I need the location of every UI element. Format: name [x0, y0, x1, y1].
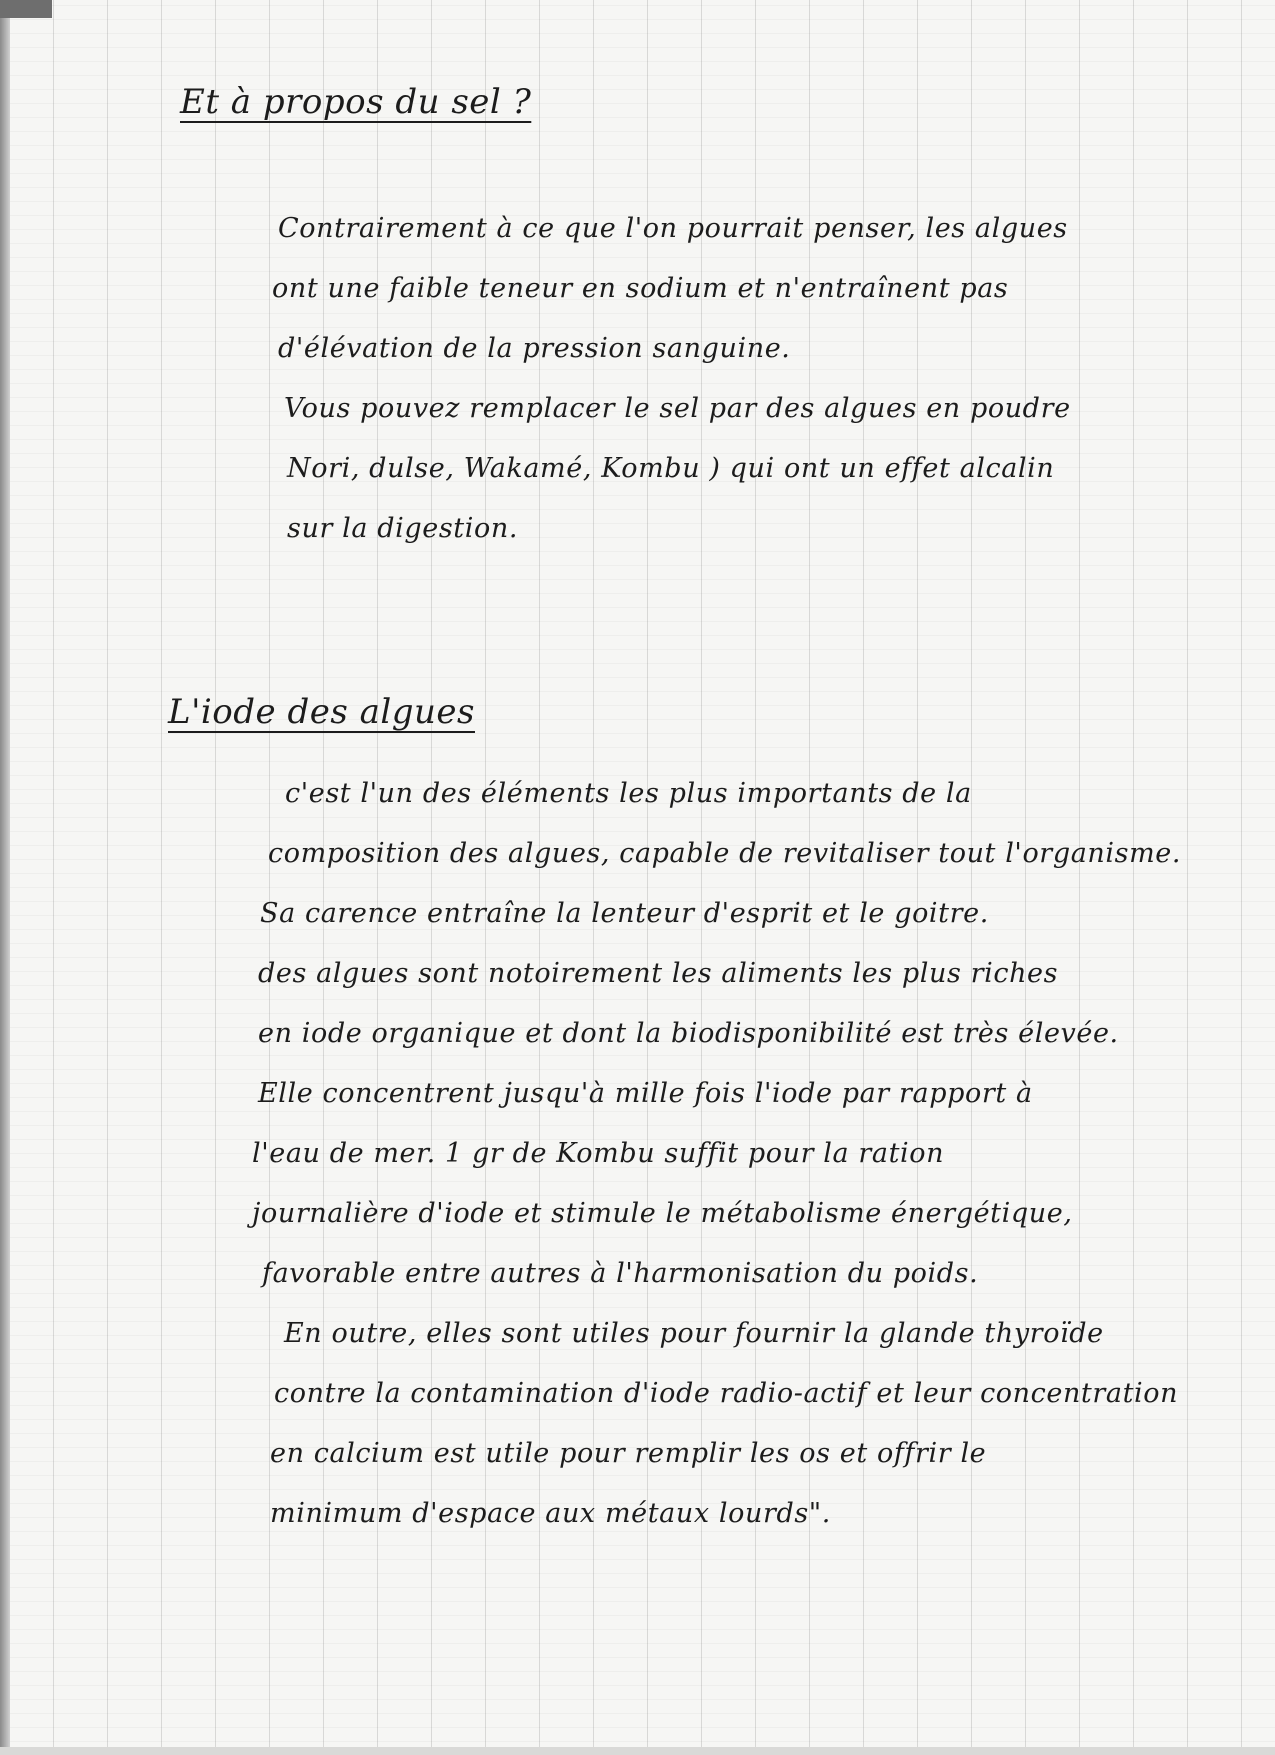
paragraph-line: ont une faible teneur en sodium et n'entraînent pas	[272, 273, 1009, 304]
page-left-edge	[0, 0, 10, 1755]
paragraph-line: En outre, elles sont utiles pour fournir la glande thyroïde	[284, 1318, 1104, 1349]
paragraph-line: c'est l'un des éléments les plus importants de la	[285, 778, 972, 809]
paragraph-line: Vous pouvez remplacer le sel par des algues en poudre	[284, 393, 1071, 424]
page-bottom-edge	[0, 1747, 1275, 1755]
paragraph-line: contre la contamination d'iode radio-actif et leur concentration	[274, 1378, 1179, 1409]
paragraph-line: sur la digestion.	[287, 513, 518, 544]
paragraph-line: journalière d'iode et stimule le métabolisme énergétique,	[252, 1198, 1073, 1229]
section-heading-salt: Et à propos du sel ?	[180, 82, 532, 122]
paragraph-line: Nori, dulse, Wakamé, Kombu ) qui ont un effet alcalin	[287, 453, 1055, 484]
paragraph-line: des algues sont notoirement les aliments les plus riches	[258, 958, 1059, 989]
paragraph-line: Elle concentrent jusqu'à mille fois l'iode par rapport à	[258, 1078, 1033, 1109]
section-heading-iodine: L'iode des algues	[168, 692, 475, 732]
scan-corner-shadow	[0, 0, 52, 18]
paragraph-line: Contrairement à ce que l'on pourrait penser, les algues	[278, 213, 1068, 244]
paragraph-line: en iode organique et dont la biodisponibilité est très élevée.	[258, 1018, 1119, 1049]
paragraph-line: composition des algues, capable de revitaliser tout l'organisme.	[268, 838, 1182, 869]
paragraph-line: l'eau de mer. 1 gr de Kombu suffit pour la ration	[252, 1138, 945, 1169]
paragraph-line: en calcium est utile pour remplir les os et offrir le	[270, 1438, 987, 1469]
paragraph-line: Sa carence entraîne la lenteur d'esprit et le goitre.	[260, 898, 989, 929]
paragraph-line: favorable entre autres à l'harmonisation du poids.	[262, 1258, 979, 1289]
paragraph-line: d'élévation de la pression sanguine.	[278, 333, 791, 364]
paragraph-line: minimum d'espace aux métaux lourds".	[270, 1498, 831, 1529]
